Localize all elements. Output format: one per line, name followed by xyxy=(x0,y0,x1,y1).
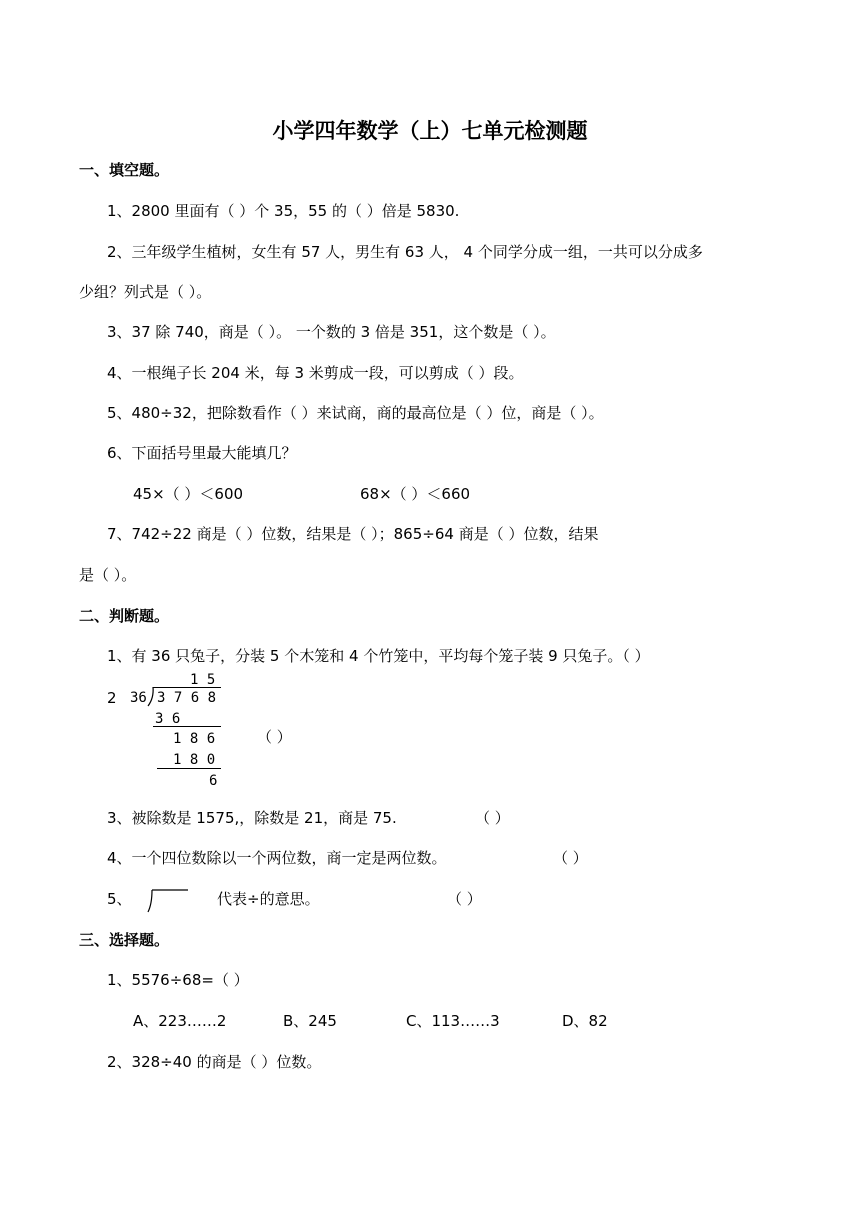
fill-question-4: 4、一根绳子长 204 米，每 3 米剪成一段，可以剪成（ ）段。 xyxy=(107,364,524,382)
fill-question-7-line1: 7、742÷22 商是（ ）位数，结果是（ ）；865÷64 商是（ ）位数，结果 xyxy=(107,525,599,543)
section-heading-fill: 一、填空题。 xyxy=(79,161,170,179)
judge-question-2-answer: （ ） xyxy=(257,728,292,746)
page-title: 小学四年数学（上）七单元检测题 xyxy=(272,118,588,143)
division-divisor: 36 xyxy=(130,690,147,706)
judge-question-5-answer: （ ） xyxy=(447,890,482,908)
division-symbol-icon xyxy=(144,888,192,914)
fill-question-5: 5、480÷32，把除数看作（ ）来试商，商的最高位是（ ）位，商是（ ）。 xyxy=(107,404,604,422)
fill-question-6b: 68×（ ）＜660 xyxy=(360,485,471,503)
division-dividend: 3 7 6 8 xyxy=(157,690,217,706)
choice-option-b: B、245 xyxy=(283,1012,337,1030)
fill-question-1: 1、2800 里面有（ ）个 35，55 的（ ）倍是 5830. xyxy=(107,202,460,220)
division-bar xyxy=(153,687,221,688)
fill-question-3: 3、37 除 740，商是（ ）。 一个数的 3 倍是 351，这个数是（ ）。 xyxy=(107,323,556,341)
division-remainder: 6 xyxy=(209,773,218,789)
section-heading-judge: 二、判断题。 xyxy=(79,607,170,625)
choice-option-c: C、113……3 xyxy=(406,1012,500,1030)
choice-option-d: D、82 xyxy=(562,1012,608,1030)
division-bracket-icon xyxy=(147,686,157,708)
judge-question-5-number: 5、 xyxy=(107,890,132,908)
fill-question-2-line2: 少组？列式是（ ）。 xyxy=(79,283,212,301)
judge-question-2-number: 2 xyxy=(107,689,117,707)
division-quotient: 1 5 xyxy=(190,672,216,688)
judge-question-3-answer: （ ） xyxy=(475,809,510,827)
division-step-1: 3 6 xyxy=(155,711,181,727)
choice-question-2: 2、328÷40 的商是（ ）位数。 xyxy=(107,1053,322,1071)
choice-question-1: 1、5576÷68=（ ） xyxy=(107,971,249,989)
fill-question-6: 6、下面括号里最大能填几？ xyxy=(107,444,297,462)
judge-question-1: 1、有 36 只兔子，分装 5 个木笼和 4 个竹笼中，平均每个笼子装 9 只兔子。（ ） xyxy=(107,647,650,665)
division-step-3: 1 8 0 xyxy=(173,752,216,768)
fill-question-7-line2: 是（ ）。 xyxy=(79,566,137,584)
division-line-2 xyxy=(157,768,221,769)
division-line-1 xyxy=(153,726,221,727)
section-heading-choice: 三、选择题。 xyxy=(79,931,170,949)
choice-option-a: A、223……2 xyxy=(133,1012,227,1030)
fill-question-6a: 45×（ ）＜600 xyxy=(133,485,244,503)
judge-question-3: 3、被除数是 1575,，除数是 21，商是 75. xyxy=(107,809,397,827)
judge-question-4-answer: （ ） xyxy=(553,849,588,867)
judge-question-4: 4、一个四位数除以一个两位数，商一定是两位数。 xyxy=(107,849,447,867)
judge-question-5: 代表÷的意思。 xyxy=(217,890,320,908)
fill-question-2-line1: 2、三年级学生植树，女生有 57 人，男生有 63 人， 4 个同学分成一组，一共可以分成多 xyxy=(107,243,703,261)
division-step-2: 1 8 6 xyxy=(173,731,216,747)
